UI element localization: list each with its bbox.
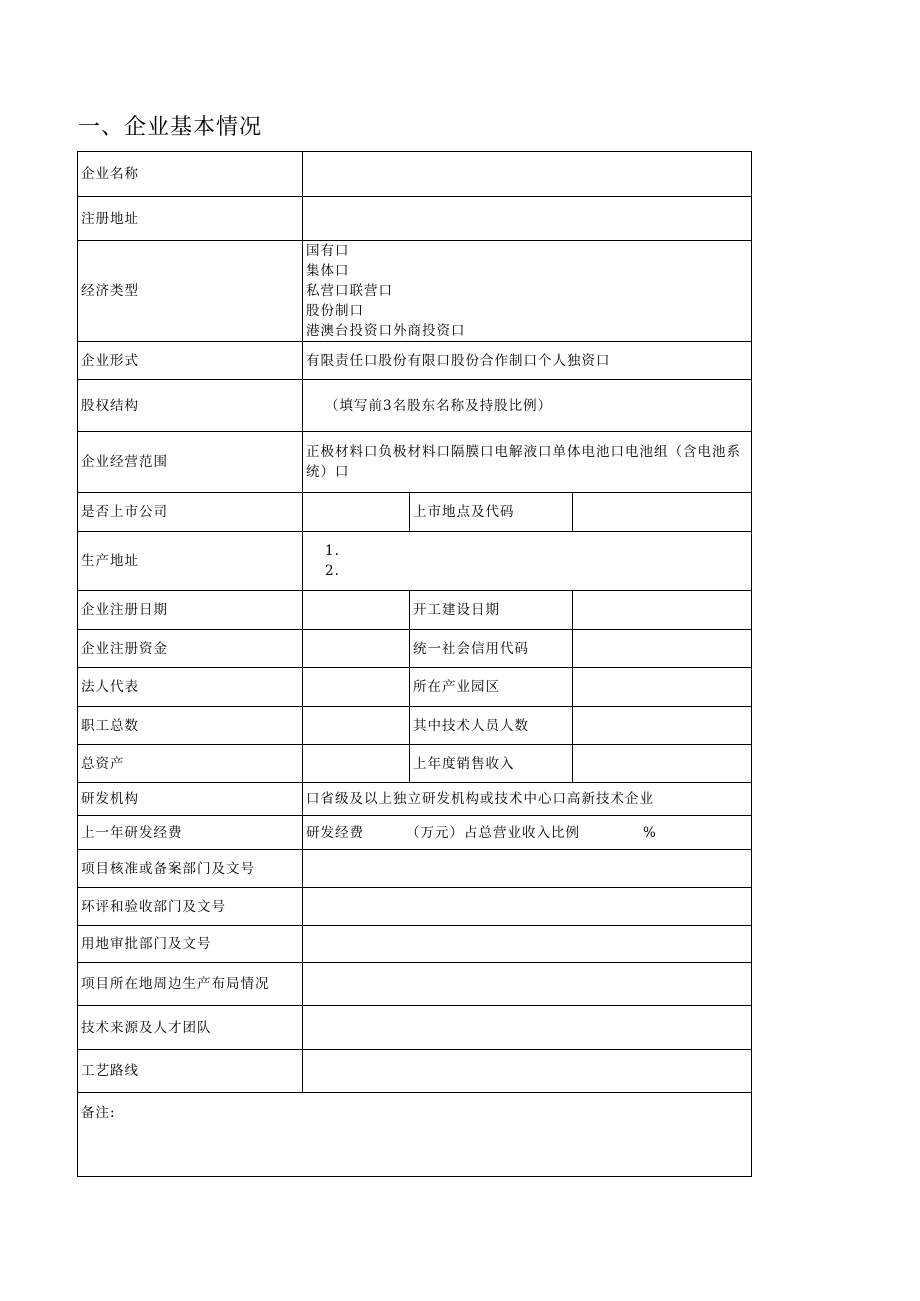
label-tech: 技术来源及人才团队 xyxy=(78,1006,303,1050)
rd-fund-amount-label: 研发经费 xyxy=(306,824,364,841)
field-staff[interactable] xyxy=(303,707,410,745)
row-process xyxy=(78,1050,752,1093)
label-scope: 企业经营范围 xyxy=(78,432,303,493)
row-eia xyxy=(78,888,752,926)
row-approval xyxy=(78,850,752,888)
rd-fund-percent: % xyxy=(643,824,657,841)
econ-type-line2 xyxy=(306,301,748,341)
option-foreign[interactable]: 港澳台投资口外商投资口 xyxy=(306,323,466,339)
label-sales: 上年度销售收入 xyxy=(410,745,573,783)
row-rd-org xyxy=(78,783,752,816)
row-staff xyxy=(78,707,752,745)
econ-type-line1 xyxy=(306,241,748,301)
label-layout: 项目所在地周边生产布局情况 xyxy=(78,963,303,1006)
option-collective[interactable]: 集体口 xyxy=(306,263,350,279)
field-rd-fund[interactable] xyxy=(303,816,752,850)
row-econ-type xyxy=(78,241,752,342)
row-listed xyxy=(78,493,752,532)
label-approval: 项目核准或备案部门及文号 xyxy=(78,850,303,888)
row-reg-date xyxy=(78,591,752,630)
label-legal-rep: 法人代表 xyxy=(78,668,303,707)
scope-line1: 正极材料口负极材料口隔膜口电解液口单体电池口电池组（含电池系 xyxy=(306,444,741,460)
row-assets xyxy=(78,745,752,783)
field-start-date[interactable] xyxy=(573,591,752,630)
field-eia[interactable] xyxy=(303,888,752,926)
label-equity: 股权结构 xyxy=(78,380,303,432)
field-assets[interactable] xyxy=(303,745,410,783)
scope-line2: 统）口 xyxy=(306,464,350,480)
field-tech-staff[interactable] xyxy=(573,707,752,745)
field-land[interactable] xyxy=(303,926,752,963)
field-credit-code[interactable] xyxy=(573,630,752,668)
row-capital xyxy=(78,630,752,668)
row-remarks xyxy=(78,1093,752,1177)
field-reg-date[interactable] xyxy=(303,591,410,630)
row-ent-form xyxy=(78,342,752,380)
label-listed: 是否上市公司 xyxy=(78,493,303,532)
field-econ-type[interactable] xyxy=(303,241,752,342)
option-private-joint[interactable]: 私营口联营口 xyxy=(306,283,393,299)
label-listing-code: 上市地点及代码 xyxy=(410,493,573,532)
label-staff: 职工总数 xyxy=(78,707,303,745)
section-heading: 一、企业基本情况 xyxy=(78,115,263,140)
row-land xyxy=(78,926,752,963)
field-sales[interactable] xyxy=(573,745,752,783)
row-scope xyxy=(78,432,752,493)
field-listing-code[interactable] xyxy=(573,493,752,532)
label-industrial-park: 所在产业园区 xyxy=(410,668,573,707)
field-remarks[interactable]: 备注: xyxy=(78,1093,752,1177)
option-joint-stock[interactable]: 股份制口 xyxy=(306,303,364,319)
field-tech[interactable] xyxy=(303,1006,752,1050)
label-rd-fund: 上一年研发经费 xyxy=(78,816,303,850)
label-prod-address: 生产地址 xyxy=(78,532,303,591)
field-capital[interactable] xyxy=(303,630,410,668)
label-process: 工艺路线 xyxy=(78,1050,303,1093)
field-industrial-park[interactable] xyxy=(573,668,752,707)
field-equity[interactable]: （填写前3名股东名称及持股比例） xyxy=(303,380,752,432)
enterprise-info-table xyxy=(77,151,752,1177)
field-process[interactable] xyxy=(303,1050,752,1093)
row-layout xyxy=(78,963,752,1006)
field-listed[interactable] xyxy=(303,493,410,532)
row-reg-address xyxy=(78,197,752,241)
field-approval[interactable] xyxy=(303,850,752,888)
field-prod-address[interactable] xyxy=(303,532,752,591)
option-state-owned[interactable]: 国有口 xyxy=(306,243,350,259)
label-land: 用地审批部门及文号 xyxy=(78,926,303,963)
field-ent-form[interactable]: 有限责任口股份有限口股份合作制口个人独资口 xyxy=(303,342,752,380)
label-enterprise-name: 企业名称 xyxy=(78,152,303,197)
field-layout[interactable] xyxy=(303,963,752,1006)
row-enterprise-name xyxy=(78,152,752,197)
label-econ-type: 经济类型 xyxy=(78,241,303,342)
label-assets: 总资产 xyxy=(78,745,303,783)
row-rd-fund xyxy=(78,816,752,850)
label-reg-date: 企业注册日期 xyxy=(78,591,303,630)
label-reg-address: 注册地址 xyxy=(78,197,303,241)
prod-address-item-2: 2. xyxy=(325,563,340,579)
label-eia: 环评和验收部门及文号 xyxy=(78,888,303,926)
label-tech-staff: 其中技术人员人数 xyxy=(410,707,573,745)
label-ent-form: 企业形式 xyxy=(78,342,303,380)
row-prod-address xyxy=(78,532,752,591)
field-enterprise-name[interactable] xyxy=(303,152,752,197)
field-legal-rep[interactable] xyxy=(303,668,410,707)
row-legal-rep xyxy=(78,668,752,707)
label-start-date: 开工建设日期 xyxy=(410,591,573,630)
prod-address-item-1: 1. xyxy=(325,543,340,559)
row-equity xyxy=(78,380,752,432)
label-capital: 企业注册资金 xyxy=(78,630,303,668)
field-scope[interactable] xyxy=(303,432,752,493)
field-rd-org[interactable]: 口省级及以上独立研发机构或技术中心口高新技术企业 xyxy=(303,783,752,816)
label-credit-code: 统一社会信用代码 xyxy=(410,630,573,668)
row-tech xyxy=(78,1006,752,1050)
field-reg-address[interactable] xyxy=(303,197,752,241)
rd-fund-ratio-label: （万元）占总营业收入比例 xyxy=(406,824,580,841)
label-rd-org: 研发机构 xyxy=(78,783,303,816)
